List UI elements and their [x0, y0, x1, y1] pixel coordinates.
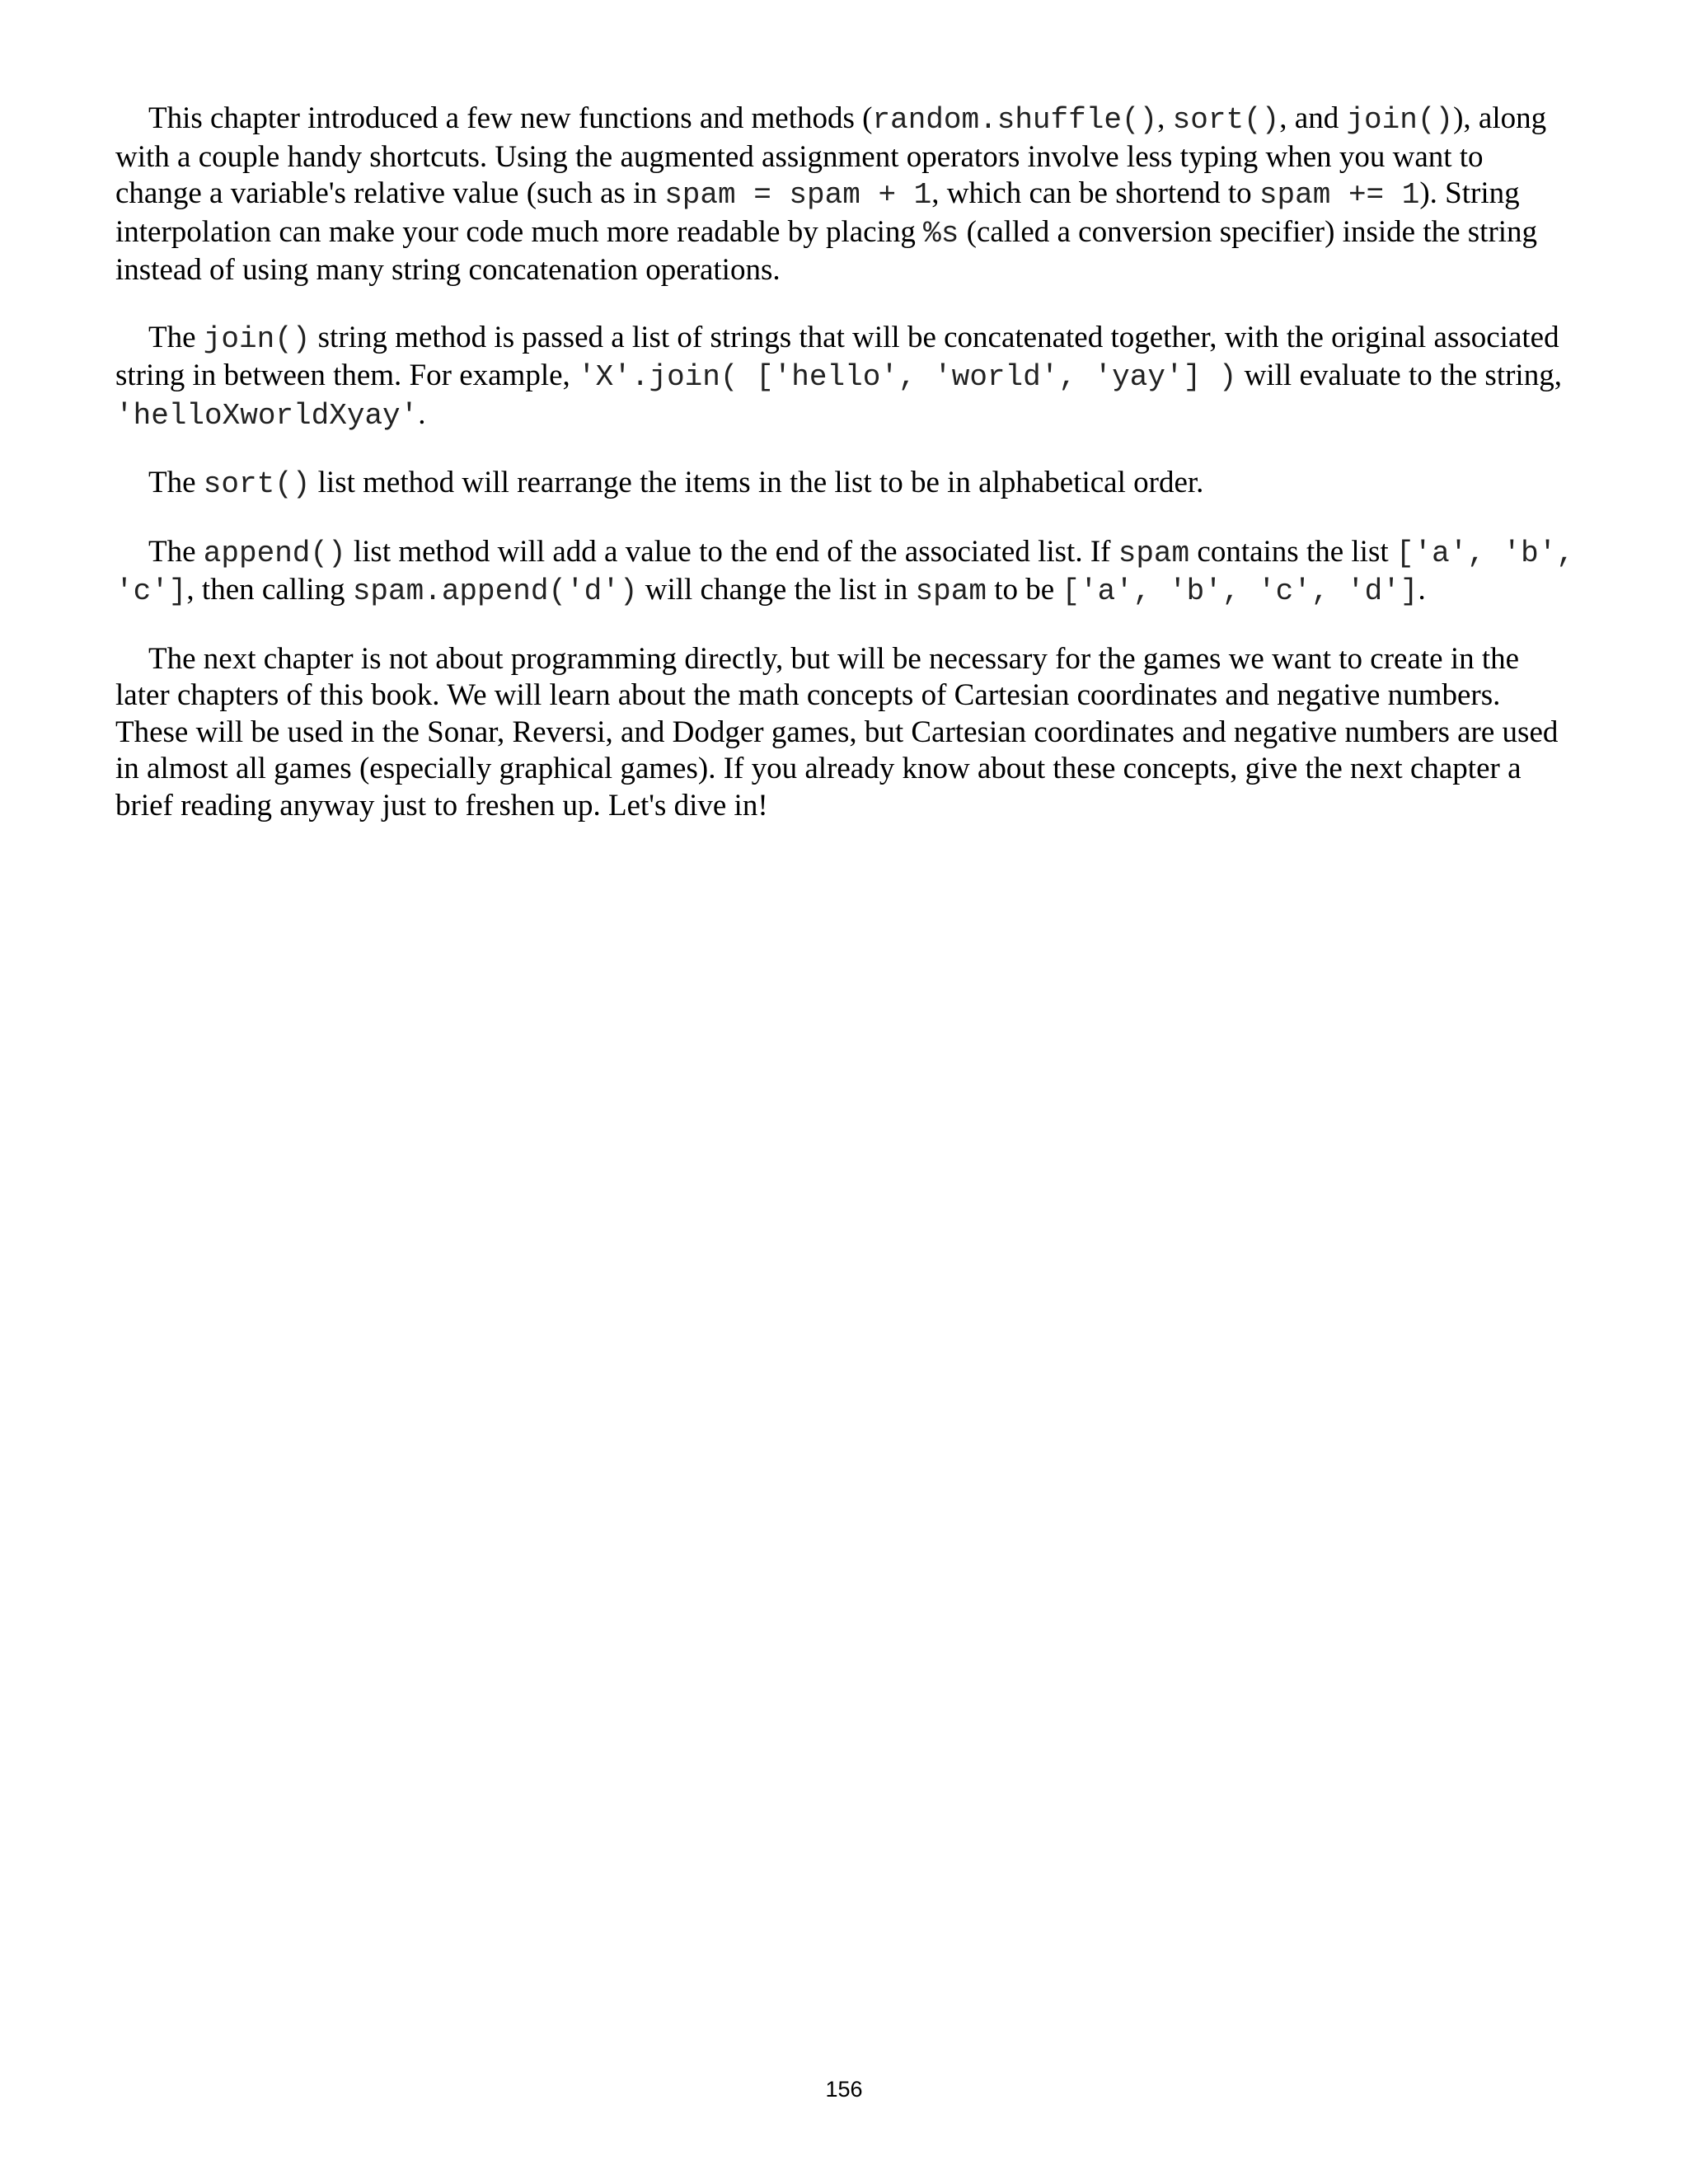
text-run: string method is passed a list of strings that will be concatenated together, with the original associated string in between them. For example, [115, 320, 1559, 392]
code-spam-plus-one: spam = spam + 1 [664, 178, 932, 212]
text-run: , and [1279, 101, 1347, 135]
text-run: to be [986, 573, 1062, 607]
text-run: . [418, 396, 426, 431]
text-run: The [148, 466, 204, 499]
text-run: ), along with a couple handy shortcuts. Using the augmented assignment operators involve less typing when you want to change a variable's relative value (such as in [115, 101, 1547, 210]
page-number: 156 [825, 2077, 863, 2102]
paragraph-append-method [115, 534, 1574, 611]
paragraph-next-chapter [115, 641, 1574, 825]
code-spam: spam [915, 574, 987, 608]
paragraph-join-method [115, 320, 1574, 435]
code-append: append() [203, 536, 346, 570]
text-run: , [1157, 101, 1173, 135]
text-run: (called a conversion specifier) inside the string instead of using many string concatenation operations. [115, 214, 1538, 287]
code-append-call: spam.append('d') [352, 574, 638, 608]
paragraph-summary [115, 101, 1574, 289]
code-conversion-specifier: %s [923, 216, 959, 251]
paragraph-sort-method [115, 465, 1574, 504]
code-join-example: 'X'.join( ['hello', 'world', 'yay'] ) [578, 360, 1237, 394]
code-join-result: 'helloXworldXyay' [115, 398, 419, 433]
text-run: will change the list in [637, 573, 916, 607]
code-list-abcd: ['a', 'b', 'c', 'd'] [1062, 574, 1418, 608]
text-run: , which can be shortend to [931, 176, 1259, 210]
text-run: , then calling [186, 573, 353, 607]
text-run: will evaluate to the string, [1236, 359, 1562, 392]
text-run: The [148, 534, 204, 569]
text-run: . [1418, 573, 1426, 607]
text-run: list method will add a value to the end of the associated list. If [345, 534, 1118, 569]
text-run: The next chapter is not about programming directly, but will be necessary for the games we want to create in the later chapters of this book. We will learn about the math concepts of Cartesian coordinates and negative numbers. These will be used in the Sonar, Reversi, and Dodger games, but Cartesian coordinates and negative numbers are used in almost all games (especially graphical games). If you already know about these concepts, give the next chapter a brief reading anyway just to freshen up. Let's dive in! [115, 641, 1559, 823]
text-run: ). String interpolation can make your code much more readable by placing [115, 176, 1520, 249]
text-run: This chapter introduced a few new functions and methods ( [148, 101, 873, 135]
code-join: join() [203, 321, 311, 356]
code-sort: sort() [203, 467, 311, 501]
code-join: join() [1346, 103, 1454, 137]
text-run: list method will rearrange the items in the list to be in alphabetical order. [310, 466, 1204, 499]
code-sort: sort() [1172, 103, 1280, 137]
code-spam-augmented: spam += 1 [1259, 178, 1420, 212]
text-run: The [148, 320, 204, 354]
code-spam: spam [1118, 536, 1190, 570]
code-random-shuffle: random.shuffle() [872, 103, 1158, 137]
page-body [115, 101, 1574, 855]
text-run: contains the list [1189, 534, 1396, 569]
code-list-abc: ['a', 'b', 'c'] [115, 536, 1574, 608]
